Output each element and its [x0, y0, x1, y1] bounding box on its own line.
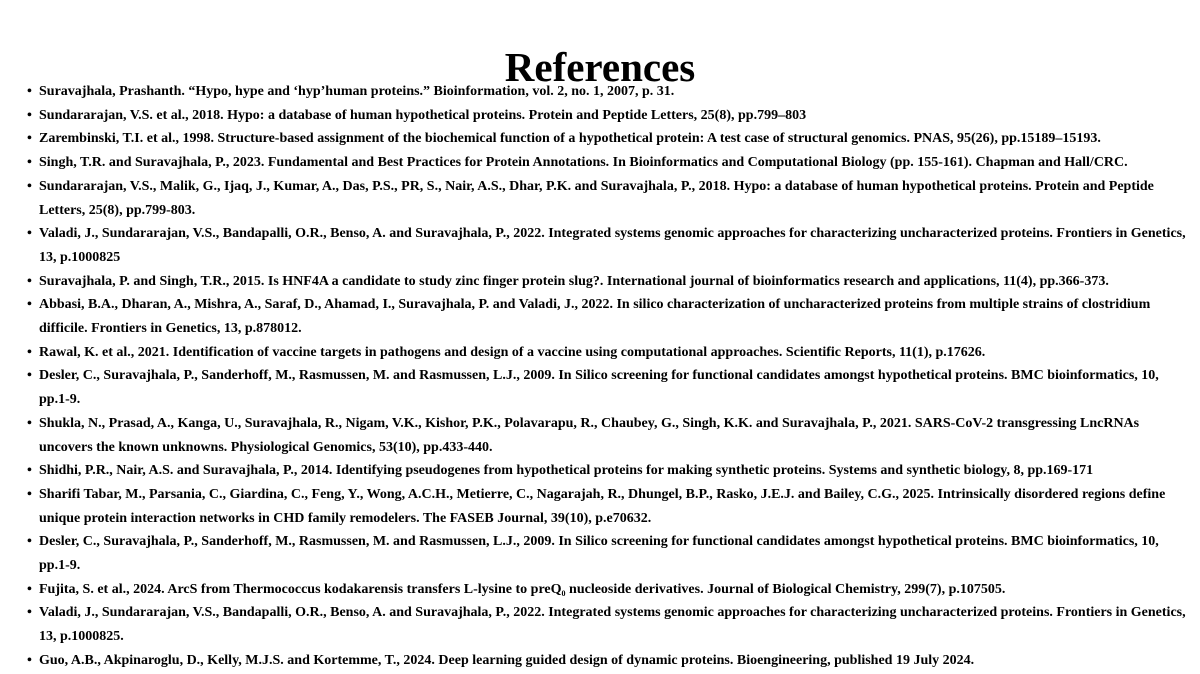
bullet-icon: • — [27, 534, 32, 550]
bullet-icon: • — [27, 297, 32, 313]
reference-item — [27, 530, 1188, 577]
bullet-icon: • — [27, 131, 32, 147]
reference-item — [27, 649, 1188, 673]
bullet-icon: • — [27, 344, 32, 360]
reference-text: Valadi, J., Sundararajan, V.S., Bandapalli, O.R., Benso, A. and Suravajhala, P., 2022. Integrated systems genomic approaches for characterizing uncharacterized proteins. Frontiers in Genetics, 13, p.1000825 — [39, 226, 1186, 265]
bullet-icon: • — [27, 581, 32, 597]
bullet-icon: • — [27, 107, 32, 123]
reference-item — [27, 293, 1188, 340]
reference-text: Sundararajan, V.S., Malik, G., Ijaq, J., Kumar, A., Das, P.S., PR, S., Nair, A.S., Dhar, P.K. and Suravajhala, P., 2018. Hypo: a database of human hypothetical proteins. Protein and Peptide Letters, 25(8), pp.799-803. — [39, 178, 1154, 218]
reference-item — [27, 127, 1188, 151]
reference-text: Singh, T.R. and Suravajhala, P., 2023. Fundamental and Best Practices for Protein Annotations. In Bioinformatics and Computational Biology (pp. 155-161). Chapman and Hall/CRC. — [39, 155, 1128, 171]
reference-text: Desler, C., Suravajhala, P., Sanderhoff, M., Rasmussen, M. and Rasmussen, L.J., 2009. In Silico screening for functional candidates amongst hypothetical proteins. BMC bioinformatics, 10, pp.1-9. — [39, 368, 1159, 408]
reference-item — [27, 151, 1188, 175]
reference-item — [27, 80, 1188, 104]
reference-text: Guo, A.B., Akpinaroglu, D., Kelly, M.J.S. and Kortemme, T., 2024. Deep learning guided design of dynamic proteins. Bioengineering, published 19 July 2024. — [39, 652, 975, 668]
reference-text: Rawal, K. et al., 2021. Identification of vaccine targets in pathogens and design of a vaccine using computational approaches. Scientific Reports, 11(1), p.17626. — [39, 344, 986, 360]
bullet-icon: • — [27, 486, 32, 502]
reference-item — [27, 601, 1188, 648]
reference-text: Shukla, N., Prasad, A., Kanga, U., Suravajhala, R., Nigam, V.K., Kishor, P.K., Polavarapu, R., Chaubey, G., Singh, K.K. and Suravajhala, P., 2021. SARS-CoV-2 transgressing LncRNAs uncovers the known unknowns. Physiological Genomics, 53(10), pp.433-440. — [39, 415, 1140, 455]
bullet-icon: • — [27, 273, 32, 289]
reference-item — [27, 341, 1188, 365]
bullet-icon: • — [27, 84, 32, 99]
reference-text-part: nucleoside derivatives. Journal of Biological Chemistry, 299(7), p.107505. — [565, 581, 1006, 597]
reference-text: Sundararajan, V.S. et al., 2018. Hypo: a database of human hypothetical proteins. Protein and Peptide Letters, 25(8), pp.799–803 — [39, 107, 807, 123]
reference-text: Valadi, J., Sundararajan, V.S., Bandapalli, O.R., Benso, A. and Suravajhala, P., 2022. Integrated systems genomic approaches for characterizing uncharacterized proteins. Frontiers in Genetics, 13, p.1000825. — [39, 605, 1186, 645]
reference-list — [27, 80, 1188, 673]
bullet-icon: • — [27, 415, 32, 431]
bullet-icon: • — [27, 178, 32, 194]
page-title: References — [504, 44, 696, 91]
subscript-text: 0 — [561, 588, 566, 598]
reference-item — [27, 270, 1188, 294]
bullet-icon: • — [27, 652, 32, 668]
reference-item — [27, 459, 1188, 483]
bullet-icon: • — [27, 463, 32, 479]
reference-item — [27, 222, 1188, 269]
reference-item — [27, 483, 1188, 530]
reference-item — [27, 364, 1188, 411]
reference-item — [27, 104, 1188, 128]
reference-text — [39, 582, 1005, 597]
reference-text: Shidhi, P.R., Nair, A.S. and Suravajhala, P., 2014. Identifying pseudogenes from hypothetical proteins for making synthetic proteins. Systems and synthetic biology, 8, pp.169-171 — [39, 463, 1094, 479]
bullet-icon: • — [27, 368, 32, 384]
reference-text: Abbasi, B.A., Dharan, A., Mishra, A., Saraf, D., Ahamad, I., Suravajhala, P. and Valadi, J., 2022. In silico characterization of uncharacterized proteins from multiple strains of clostridium difficile. Frontiers in Genetics, 13, p.878012. — [39, 297, 1151, 337]
bullet-icon: • — [27, 226, 32, 242]
reference-text: Suravajhala, Prashanth. “Hypo, hype and ‘hyp’human proteins.” Bioinformation, vol. 2, no. 1, 2007, p. 31. — [39, 84, 675, 99]
reference-item — [27, 578, 1188, 602]
reference-text-part: Fujita, S. et al., 2024. ArcS from Thermococcus kodakarensis transfers L-lysine to preQ — [39, 581, 562, 597]
bullet-icon: • — [27, 605, 32, 621]
bullet-icon: • — [27, 155, 32, 171]
reference-item — [27, 175, 1188, 222]
reference-item — [27, 412, 1188, 459]
reference-text: Zarembinski, T.I. et al., 1998. Structure-based assignment of the biochemical function of a hypothetical protein: A test case of structural genomics. PNAS, 95(26), pp.15189–15193. — [39, 131, 1101, 147]
reference-text: Desler, C., Suravajhala, P., Sanderhoff, M., Rasmussen, M. and Rasmussen, L.J., 2009. In Silico screening for functional candidates amongst hypothetical proteins. BMC bioinformatics, 10, pp.1-9. — [39, 534, 1159, 574]
reference-text: Suravajhala, P. and Singh, T.R., 2015. Is HNF4A a candidate to study zinc finger protein slug?. International journal of bioinformatics research and applications, 11(4), pp.366-373. — [39, 273, 1109, 289]
reference-text: Sharifi Tabar, M., Parsania, C., Giardina, C., Feng, Y., Wong, A.C.H., Metierre, C., Nagarajah, R., Dhungel, B.P., Rasko, J.E.J. and Bailey, C.G., 2025. Intrinsically disordered regions define unique protein interaction networks in CHD family remodelers. The FASEB Journal, 39(10), p.e70632. — [39, 486, 1166, 526]
